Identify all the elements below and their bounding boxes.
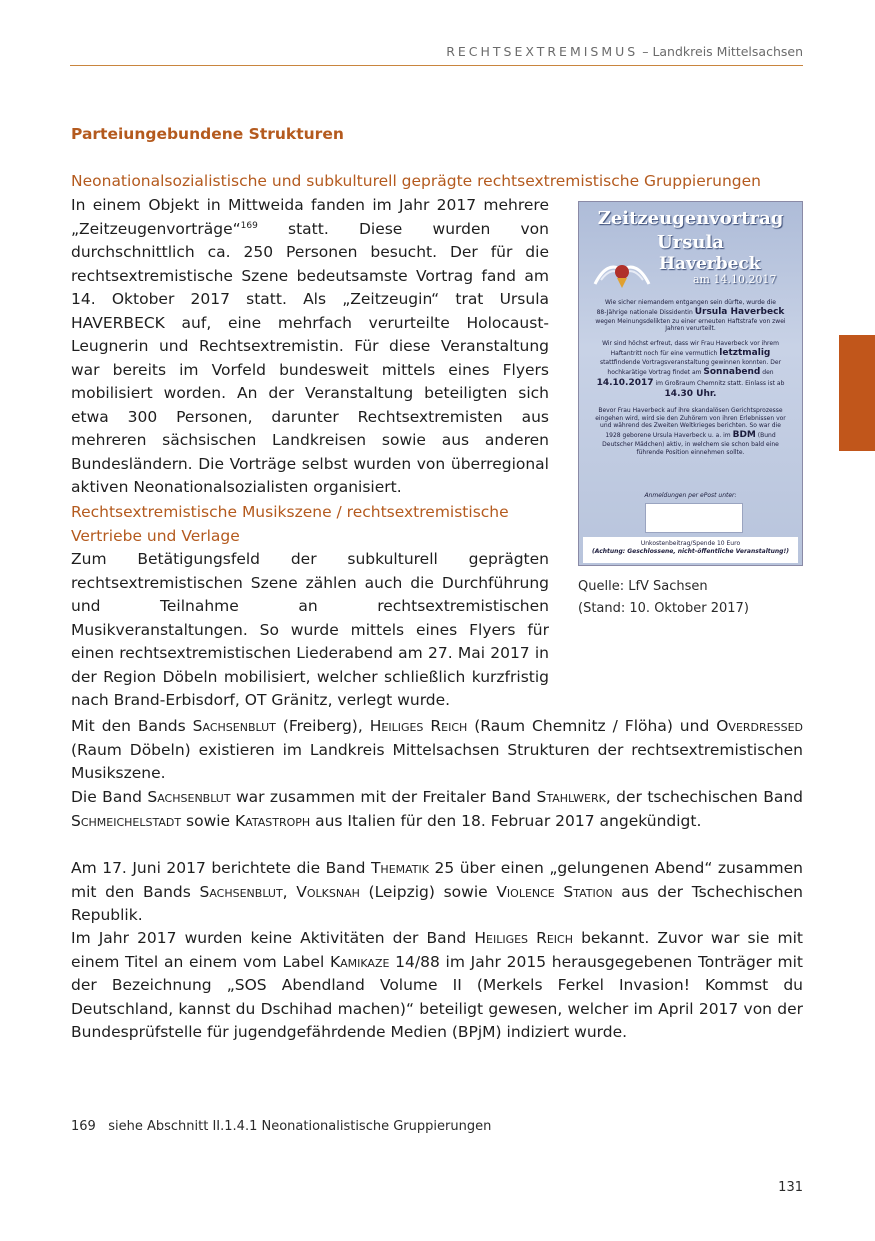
subheading-neonazi: Neonationalsozialistische und subkulturell geprägte rechtsextremistische Gruppierungen — [71, 172, 761, 190]
band-name: Stahlwerk — [536, 788, 606, 806]
text: 25 über einen „gelungenen Abend“ zusammen mit den Bands — [71, 859, 804, 901]
running-header — [446, 44, 803, 59]
band-name: Violence Station — [496, 882, 613, 901]
flyer-line: stattfindende Vortragsveranstaltung gewinnen konnten. Der hochkarätige Vortrag findet am — [599, 358, 782, 376]
text: sowie — [181, 811, 236, 830]
band-name: Heiliges Reich — [474, 929, 574, 947]
flyer-date: am 14.10.2017 — [693, 273, 777, 286]
flyer-line: 88-Jährige nationale Dissidentin — [596, 308, 693, 316]
paragraph-text: In einem Objekt in Mittweida fanden im Jahr 2017 mehrere „Zeitzeugenvorträge“ — [71, 196, 549, 238]
text: Mit den Bands — [71, 717, 193, 735]
flyer-emphasis: 14.10.2017 — [596, 377, 654, 388]
text: 14/88 im Jahr 2015 herausgegebenen Tonträger mit der Bezeichnung „SOS Abendland Volume II (Merkels Ferkel Invasion! Kommst du Deutschland, kannst du Dschihad machen)“ beteiligt gewesen, welcher im April 2017 von der Bundesprüfstelle für jugendgefährdende Medien (BPjM) indiziert wurde. — [71, 952, 803, 1041]
image-caption — [578, 576, 749, 620]
flyer-image — [578, 201, 803, 566]
text: Im Jahr 2017 wurden keine Aktivitäten der Band — [71, 929, 475, 947]
flyer-footer-line: Unkostenbeitrag/Spende 10 Euro — [640, 540, 741, 547]
flyer-registration: Anmeldungen per ePost unter: — [644, 492, 737, 499]
flyer-line: Wie sicher niemandem entgangen sein dürfte, wurde die — [605, 299, 776, 306]
band-name: Sachsenblut — [147, 788, 231, 806]
text: bekannt. Zuvor war sie mit einem Titel an einem vom Label — [71, 929, 803, 971]
flyer-blank-box — [645, 503, 743, 533]
section-heading: Parteiungebundene Strukturen — [71, 125, 344, 143]
caption-date: (Stand: 10. Oktober 2017) — [578, 601, 749, 616]
subheading-line: Vertriebe und Verlage — [71, 526, 240, 545]
text: Die Band — [71, 788, 148, 806]
flyer-line: Wir sind höchst erfreut, dass wir Frau Haverbeck vor ihrem Haftantritt noch für eine vermutlich — [602, 340, 779, 357]
text: aus Italien für den 18. Februar 2017 angekündigt. — [310, 811, 702, 830]
flyer-title-surname: Haverbeck — [659, 254, 761, 274]
caption-source: Quelle: LfV Sachsen — [578, 579, 708, 594]
flyer-name: Ursula Haverbeck — [694, 306, 785, 317]
paragraph-concert — [71, 786, 803, 833]
text: Am 17. Juni 2017 berichtete die Band — [71, 859, 371, 877]
text: , der tschechischen Band — [605, 788, 803, 806]
band-name: Thematik — [370, 859, 429, 877]
text: (Freiberg), — [275, 717, 370, 735]
band-name: Heiliges Reich — [369, 717, 468, 735]
band-name: Katastroph — [235, 811, 311, 830]
page-number: 131 — [778, 1180, 803, 1195]
paragraph-text: statt. Diese wurden von durchschnittlich ca. 250 Personen besucht. Der für die rechtsextremistische Szene bedeutsamste Vortrag fand am 14. Oktober 2017 statt. Als „Zeitzeugin“ trat Ursula HAVERBECK auf, eine mehrfach verurteilte Holocaust-Leugnerin und Rechtsextremistin. Für diese Veranstaltung war bereits im Vorfeld bundesweit mittels eines Flyers mobilisiert worden. An der Veranstaltung beteiligten sich etwa 300 Personen, darunter Rechtsextremisten aus mehreren sächsischen Landkreisen sowie aus anderen Bundesländern. Die Vorträge selbst wurden von überregional aktiven Neonationalsozialisten organisiert. — [71, 219, 549, 496]
flyer-line: den — [762, 368, 774, 376]
header-subtitle: Landkreis Mittelsachsen — [652, 44, 803, 59]
flyer-footer-line: (Achtung: Geschlossene, nicht-öffentliche Veranstaltung!) — [592, 548, 789, 555]
band-name: Volksnah — [296, 882, 360, 901]
footnote-text: siehe Abschnitt II.1.4.1 Neonationalistische Gruppierungen — [108, 1119, 492, 1134]
header-section: RECHTSEXTREMISMUS — [446, 44, 639, 59]
footnote — [71, 1119, 491, 1134]
flyer-line: im Großraum Chemnitz statt. Einlass ist ab — [655, 379, 785, 387]
band-name: Sachsenblut — [192, 717, 276, 735]
subheading-line: Rechtsextremistische Musikszene / rechtsextremistische — [71, 503, 509, 521]
footnote-number: 169 — [71, 1119, 96, 1134]
text: war zusammen mit der Freitaler Band — [230, 788, 537, 806]
chapter-tab — [839, 335, 875, 451]
flyer-title: Zeitzeugenvortrag — [597, 208, 784, 229]
flyer-emphasis: 14.30 Uhr. — [664, 388, 717, 399]
flyer-emphasis: Sonnabend — [703, 366, 761, 377]
text: (Raum Döbeln) existieren im Landkreis Mittelsachsen Strukturen der rechtsextremistischen Musikszene. — [71, 740, 803, 782]
text: , — [282, 882, 297, 901]
header-rule — [70, 65, 803, 66]
band-name: Sachsenblut — [199, 882, 283, 901]
subheading-musikszene — [71, 501, 509, 548]
flyer-line: (Bund Deutscher Mädchen) aktiv, in welchem sie schon bald eine führende Position einnehmen sollte. — [602, 431, 779, 456]
flyer-text — [593, 299, 788, 456]
text: aus der Tschechischen Republik. — [71, 882, 803, 924]
label-name: Kamikaze — [329, 952, 390, 971]
footnote-ref[interactable]: 169 — [240, 220, 258, 231]
band-name: Schmeichelstadt — [71, 811, 182, 830]
flyer-title-name: Ursula — [657, 232, 724, 253]
paragraph-zeitzeugen — [71, 194, 549, 500]
paragraph-heiliges-reich — [71, 927, 803, 1045]
paragraph-bands — [71, 715, 803, 786]
text: (Raum Chemnitz / Flöha) und — [467, 717, 717, 735]
flyer-emblem — [591, 250, 653, 292]
header-separator: – — [642, 44, 649, 59]
flyer-emphasis: letztmalig — [719, 347, 771, 358]
flyer-emphasis: BDM — [732, 429, 756, 440]
band-name: Overdressed — [716, 717, 804, 735]
flyer-line: wegen Meinungsdelikten zu einer erneuten Haftstrafe von zwei Jahren verurteilt. — [595, 317, 786, 333]
flyer-footer — [583, 537, 798, 563]
flyer-line: Bevor Frau Haverbeck auf ihre skandalösen Gerichtsprozesse eingehen wird, wird sie den Zuhörern von ihren Erlebnissen vor und während des Zweiten Weltkrieges berichten. So war die 1928 geborene Ursula Haverbeck u. a. im — [595, 407, 786, 439]
text: (Leipzig) sowie — [359, 882, 497, 901]
paragraph-abend — [71, 857, 803, 928]
paragraph-musikveranstaltungen: Zum Betätigungsfeld der subkulturell geprägten rechtsextremistischen Szene zählen auch die Durchführung und Teilnahme an rechtsextremistischen Musikveranstaltungen. So wurde mittels eines Flyers für einen rechtsextremistischen Liederabend am 27. Mai 2017 in der Region Döbeln mobilisiert, welcher schließlich kurzfristig nach Brand-Erbisdorf, OT Gränitz, verlegt wurde. — [71, 550, 549, 709]
